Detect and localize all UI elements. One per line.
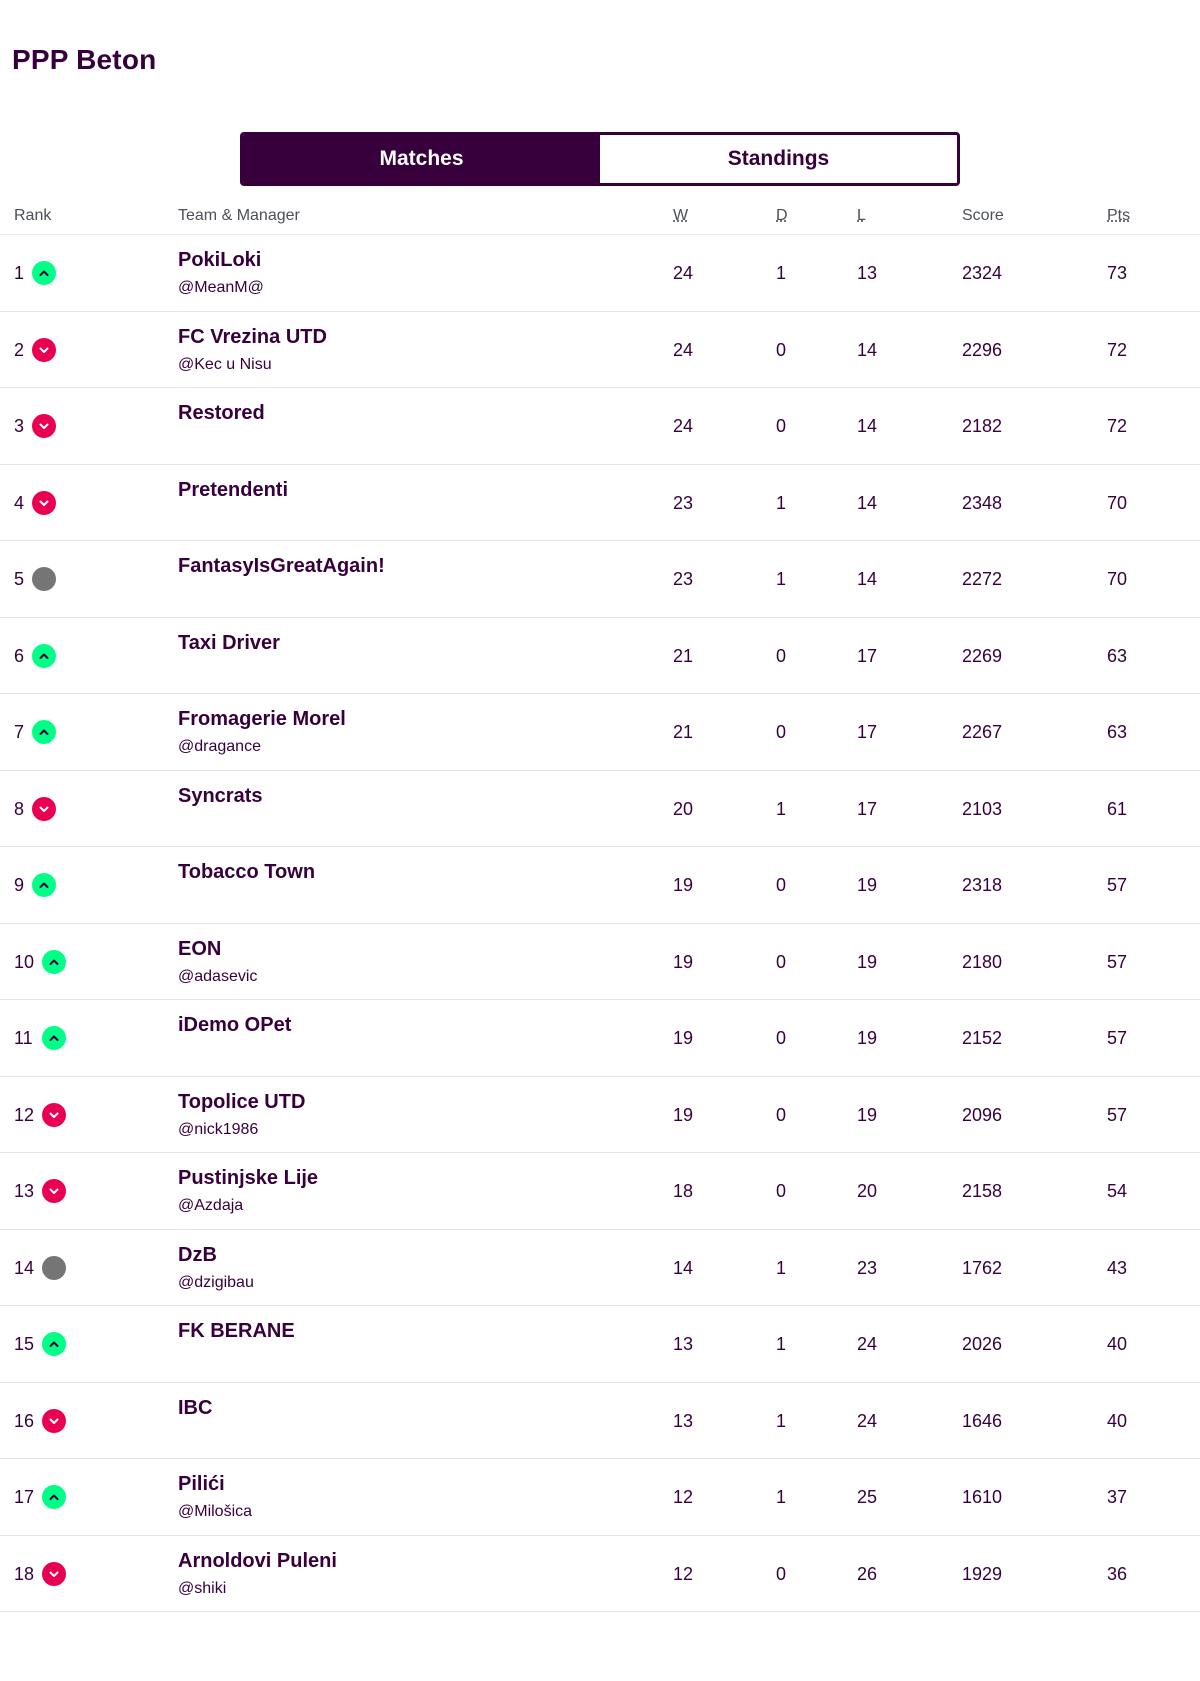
team-name[interactable]: Pilići — [178, 1473, 225, 1495]
tab-matches[interactable]: Matches — [243, 135, 600, 183]
losses-value: 26 — [857, 1563, 878, 1584]
draws-value: 0 — [776, 1104, 787, 1125]
score-value: 2296 — [962, 339, 1003, 360]
arrow-up-icon — [42, 950, 66, 974]
draws-value: 1 — [776, 798, 787, 819]
team-name[interactable]: Fromagerie Morel — [178, 708, 346, 730]
team-name[interactable]: Pretendenti — [178, 478, 289, 501]
rank-number: 14 — [14, 1257, 35, 1278]
losses-value: 14 — [857, 492, 878, 513]
wins-value: 19 — [673, 1104, 694, 1125]
arrow-down-icon — [32, 338, 56, 362]
manager-name: @dzigibau — [178, 1273, 254, 1291]
draws-value: 0 — [776, 645, 787, 666]
rank-number: 18 — [14, 1563, 35, 1584]
table-row[interactable] — [0, 541, 1200, 618]
draws-value: 1 — [776, 1410, 787, 1431]
losses-value: 23 — [857, 1257, 878, 1278]
wins-value: 19 — [673, 1028, 694, 1048]
score-value: 2267 — [962, 722, 1003, 742]
team-name[interactable]: iDemo OPet — [178, 1014, 292, 1036]
losses-column-header: L — [857, 207, 866, 224]
page-title: PPP Beton — [12, 44, 157, 75]
rank-number: 15 — [14, 1334, 35, 1354]
wins-value: 24 — [673, 263, 694, 283]
manager-name: @Kec u Nisu — [178, 355, 272, 373]
wins-value: 21 — [673, 645, 694, 666]
manager-name: @dragance — [178, 738, 261, 755]
points-value: 40 — [1107, 1334, 1128, 1354]
rank-number: 11 — [14, 1028, 33, 1048]
draws-value: 1 — [776, 569, 787, 589]
arrow-up-icon — [42, 1332, 66, 1356]
table-row[interactable] — [0, 388, 1200, 465]
wins-value: 12 — [673, 1487, 694, 1507]
table-header — [0, 200, 1200, 235]
arrow-up-icon — [42, 1485, 66, 1509]
points-value: 61 — [1107, 798, 1128, 819]
points-value: 57 — [1107, 1028, 1128, 1048]
wins-value: 20 — [673, 798, 694, 819]
rank-number: 2 — [14, 339, 25, 360]
points-value: 63 — [1107, 645, 1128, 666]
table-row[interactable] — [0, 1000, 1200, 1077]
table-row[interactable] — [0, 312, 1200, 389]
draws-value: 0 — [776, 416, 787, 436]
losses-value: 24 — [857, 1334, 878, 1354]
rank-number: 3 — [14, 416, 25, 436]
losses-value: 20 — [857, 1181, 878, 1201]
points-value: 73 — [1107, 263, 1128, 283]
manager-name: @adasevic — [178, 967, 258, 985]
team-name[interactable]: FantasyIsGreatAgain! — [178, 555, 385, 577]
table-body — [0, 235, 1200, 1612]
points-value: 72 — [1107, 416, 1128, 436]
points-value: 57 — [1107, 875, 1128, 895]
manager-name: @Milošica — [178, 1503, 253, 1520]
draws-value: 0 — [776, 875, 787, 895]
draws-value: 1 — [776, 1487, 787, 1507]
wins-value: 14 — [673, 1257, 694, 1278]
table-row[interactable] — [0, 1077, 1200, 1154]
arrow-down-icon — [42, 1179, 66, 1203]
losses-value: 19 — [857, 875, 878, 895]
losses-value: 14 — [857, 569, 878, 589]
losses-value: 19 — [857, 951, 878, 972]
points-value: 72 — [1107, 339, 1128, 360]
losses-value: 14 — [857, 339, 878, 360]
arrow-up-icon — [32, 261, 56, 285]
wins-value: 13 — [673, 1334, 694, 1354]
table-row[interactable] — [0, 235, 1200, 312]
arrow-down-icon — [32, 797, 56, 821]
draws-value: 0 — [776, 722, 787, 742]
table-row[interactable] — [0, 694, 1200, 771]
wins-value: 24 — [673, 339, 694, 360]
points-value: 57 — [1107, 1104, 1128, 1125]
draws-value: 1 — [776, 1334, 787, 1354]
standings-table — [0, 200, 1200, 1612]
team-name[interactable]: IBC — [178, 1396, 213, 1419]
arrow-up-icon — [32, 720, 56, 744]
score-value: 2318 — [962, 875, 1003, 895]
manager-name: @shiki — [178, 1579, 227, 1597]
rank-number: 8 — [14, 798, 25, 819]
score-value: 1610 — [962, 1487, 1003, 1507]
score-value: 1929 — [962, 1563, 1003, 1584]
losses-value: 17 — [857, 722, 878, 742]
points-value: 70 — [1107, 492, 1128, 513]
manager-name: @Azdaja — [178, 1197, 244, 1214]
table-row[interactable] — [0, 1153, 1200, 1230]
rank-column-header: Rank — [14, 207, 52, 224]
rank-number: 16 — [14, 1410, 35, 1431]
score-value: 2096 — [962, 1104, 1003, 1125]
draws-value: 1 — [776, 492, 787, 513]
wins-value: 24 — [673, 416, 694, 436]
points-column-header: Pts — [1107, 207, 1131, 224]
table-row[interactable] — [0, 924, 1200, 1001]
table-row[interactable] — [0, 847, 1200, 924]
score-value: 2158 — [962, 1181, 1003, 1201]
arrow-down-icon — [32, 491, 56, 515]
arrow-down-icon — [42, 1562, 66, 1586]
table-row[interactable] — [0, 1306, 1200, 1383]
score-value: 1762 — [962, 1257, 1003, 1278]
team-name[interactable]: Tobacco Town — [178, 861, 316, 883]
rank-number: 13 — [14, 1181, 35, 1201]
wins-value: 19 — [673, 951, 694, 972]
rank-number: 4 — [14, 492, 25, 513]
team-name[interactable]: Syncrats — [178, 784, 263, 807]
rank-number: 17 — [14, 1487, 35, 1507]
losses-value: 14 — [857, 416, 878, 436]
rank-number: 7 — [14, 722, 25, 742]
team-name[interactable]: Arnoldovi Puleni — [178, 1549, 337, 1572]
draws-value: 0 — [776, 339, 787, 360]
table-row[interactable] — [0, 618, 1200, 695]
table-row[interactable] — [0, 1230, 1200, 1307]
wins-value: 21 — [673, 722, 694, 742]
rank-number: 5 — [14, 569, 25, 589]
team-name[interactable]: FK BERANE — [178, 1320, 295, 1342]
score-value: 2182 — [962, 416, 1003, 436]
draws-value: 0 — [776, 951, 787, 972]
rank-number: 9 — [14, 875, 25, 895]
draws-value: 0 — [776, 1028, 787, 1048]
team-name[interactable]: Restored — [178, 402, 265, 424]
wins-value: 23 — [673, 569, 694, 589]
points-value: 43 — [1107, 1257, 1128, 1278]
losses-value: 13 — [857, 263, 878, 283]
points-value: 37 — [1107, 1487, 1128, 1507]
points-value: 54 — [1107, 1181, 1128, 1201]
losses-value: 25 — [857, 1487, 878, 1507]
score-value: 2103 — [962, 798, 1003, 819]
rank-number: 10 — [14, 951, 35, 972]
arrow-up-icon — [32, 644, 56, 668]
draws-value: 1 — [776, 263, 787, 283]
score-value: 2269 — [962, 645, 1003, 666]
points-value: 36 — [1107, 1563, 1128, 1584]
table-row[interactable] — [0, 1459, 1200, 1536]
team-name[interactable]: Topolice UTD — [178, 1090, 306, 1113]
draws-value: 1 — [776, 1257, 787, 1278]
arrow-up-icon — [32, 873, 56, 897]
losses-value: 19 — [857, 1028, 878, 1048]
score-column-header: Score — [962, 207, 1004, 224]
points-value: 70 — [1107, 569, 1128, 589]
table-row[interactable] — [0, 1536, 1200, 1613]
arrow-down-icon — [42, 1103, 66, 1127]
no-change-icon — [42, 1256, 66, 1280]
table-row[interactable] — [0, 1383, 1200, 1460]
team-name[interactable]: EON — [178, 937, 222, 960]
team-name[interactable]: Pustinjske Lije — [178, 1167, 319, 1189]
rank-number: 1 — [14, 263, 25, 283]
tab-standings[interactable]: Standings — [600, 135, 957, 183]
rank-number: 6 — [14, 645, 25, 666]
manager-name: @MeanM@ — [178, 279, 264, 296]
view-tabs — [240, 132, 960, 186]
draws-value: 0 — [776, 1181, 787, 1201]
points-value: 63 — [1107, 722, 1128, 742]
draws-column-header: D — [776, 207, 788, 224]
wins-value: 19 — [673, 875, 694, 895]
manager-name: @nick1986 — [178, 1120, 259, 1138]
losses-value: 17 — [857, 798, 878, 819]
arrow-down-icon — [42, 1409, 66, 1433]
arrow-up-icon — [42, 1026, 66, 1050]
score-value: 2272 — [962, 569, 1003, 589]
wins-value: 12 — [673, 1563, 694, 1584]
rank-number: 12 — [14, 1104, 35, 1125]
score-value: 2180 — [962, 951, 1003, 972]
score-value: 2152 — [962, 1028, 1003, 1048]
draws-value: 0 — [776, 1563, 787, 1584]
score-value: 1646 — [962, 1410, 1003, 1431]
arrow-down-icon — [32, 414, 56, 438]
team-name[interactable]: FC Vrezina UTD — [178, 325, 327, 348]
wins-value: 13 — [673, 1410, 694, 1431]
points-value: 40 — [1107, 1410, 1128, 1431]
points-value: 57 — [1107, 951, 1128, 972]
losses-value: 24 — [857, 1410, 878, 1431]
team-name[interactable]: PokiLoki — [178, 249, 262, 271]
table-row[interactable] — [0, 465, 1200, 542]
team-column-header: Team & Manager — [178, 207, 300, 224]
score-value: 2026 — [962, 1334, 1003, 1354]
team-name[interactable]: Taxi Driver — [178, 631, 280, 654]
wins-value: 23 — [673, 492, 694, 513]
table-row[interactable] — [0, 771, 1200, 848]
no-change-icon — [32, 567, 56, 591]
wins-value: 18 — [673, 1181, 694, 1201]
losses-value: 17 — [857, 645, 878, 666]
wins-column-header: W — [673, 207, 689, 224]
team-name[interactable]: DzB — [178, 1243, 217, 1266]
losses-value: 19 — [857, 1104, 878, 1125]
score-value: 2324 — [962, 263, 1003, 283]
score-value: 2348 — [962, 492, 1003, 513]
